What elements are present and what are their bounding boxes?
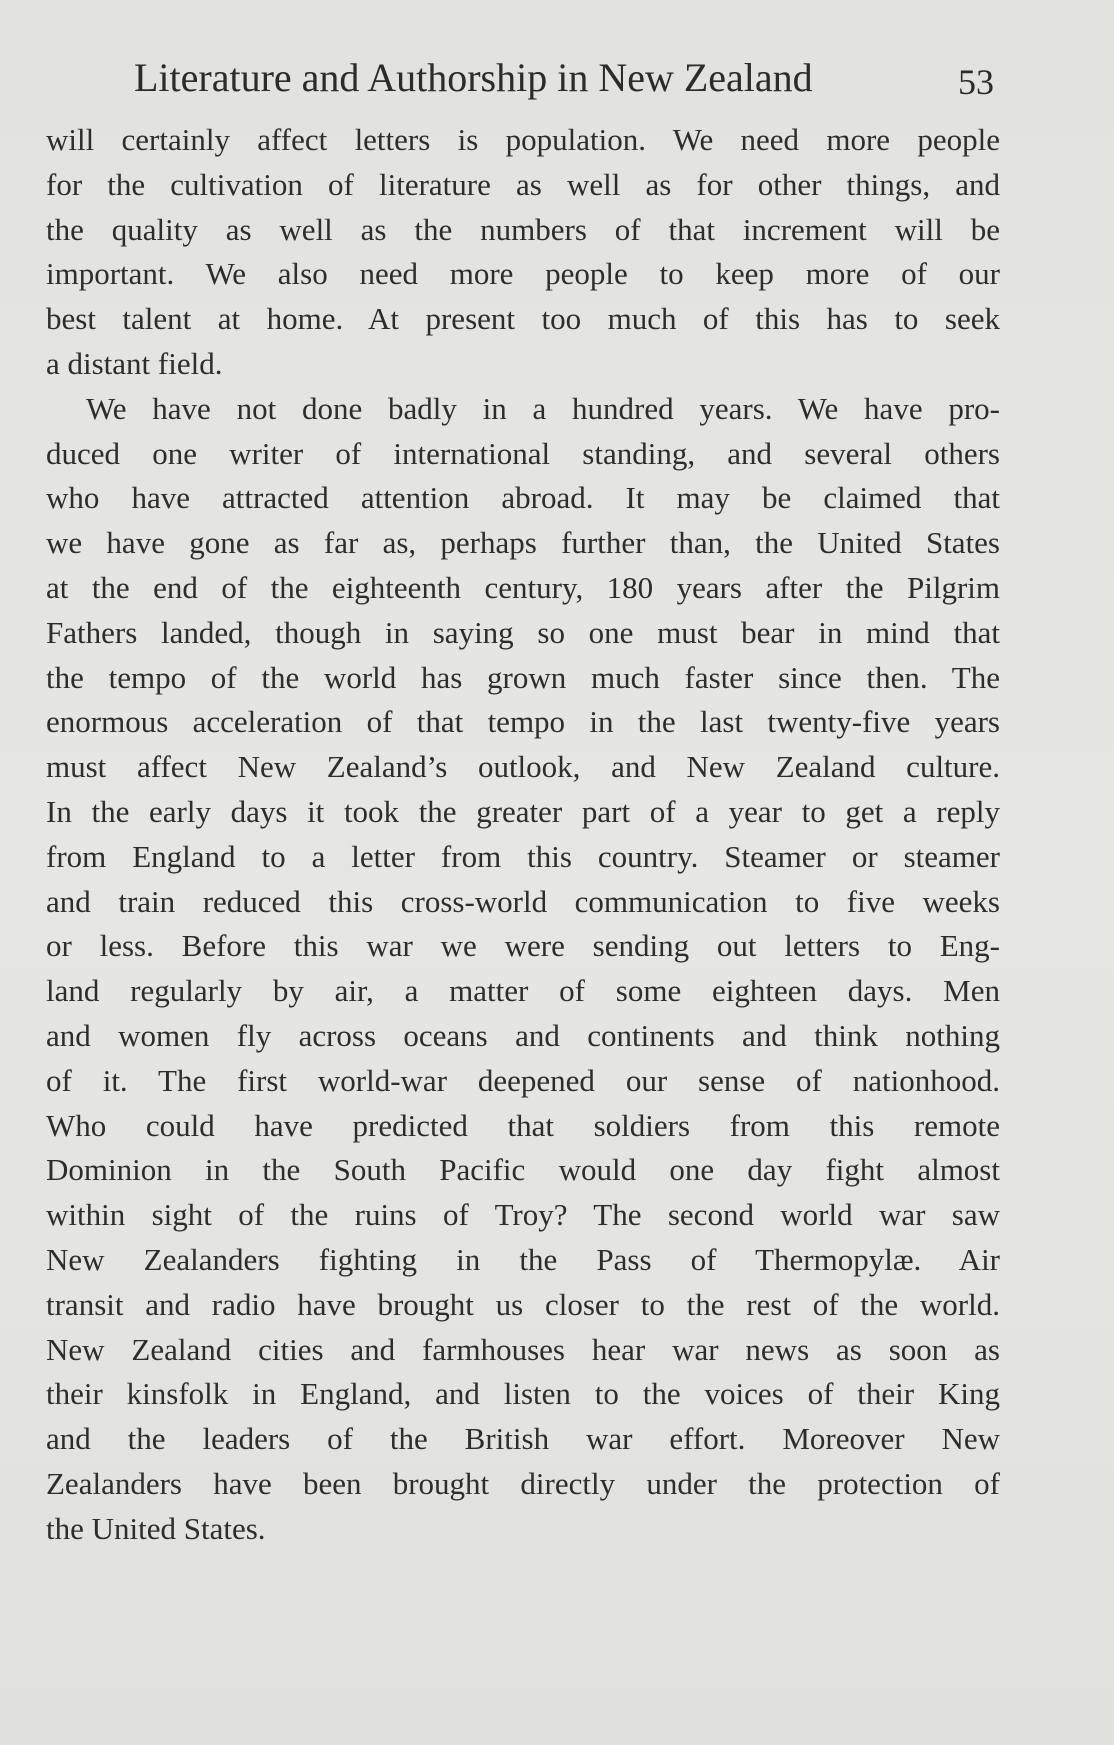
text-line: must affect New Zealand’s outlook, and New Zealand culture. [46, 749, 1000, 785]
page-number: 53 [958, 62, 994, 102]
text-line: New Zealand cities and farmhouses hear war news as soon as [46, 1331, 1000, 1367]
text-line: transit and radio have brought us closer to the rest of the world. [46, 1286, 1000, 1322]
text-line: their kinsfolk in England, and listen to the voices of their King [46, 1376, 1000, 1412]
text-line: land regularly by air, a matter of some eighteen days. Men [46, 973, 1000, 1009]
text-line: duced one writer of international standing, and several others [46, 435, 1000, 471]
text-line: Fathers landed, though in saying so one must bear in mind that [46, 614, 1000, 650]
text-line: Zealanders have been brought directly under the protection of [46, 1465, 1000, 1501]
text-line: In the early days it took the greater part of a year to get a reply [46, 793, 1000, 829]
text-line: important. We also need more people to keep more of our [46, 256, 1000, 292]
text-line: the United States. [46, 1510, 266, 1546]
text-line: within sight of the ruins of Troy? The second world war saw [46, 1197, 1000, 1233]
text-line: and train reduced this cross-world communication to five weeks [46, 883, 1000, 919]
text-line: of it. The first world-war deepened our sense of nationhood. [46, 1062, 1000, 1098]
running-title: Literature and Authorship in New Zealand [134, 55, 813, 100]
text-line: and the leaders of the British war effort. Moreover New [46, 1421, 1000, 1457]
text-line: at the end of the eighteenth century, 180 years after the Pilgrim [46, 569, 1000, 605]
text-line: the quality as well as the numbers of that increment will be [46, 211, 1000, 247]
text-line: for the cultivation of literature as well as for other things, and [46, 166, 1000, 202]
text-line: New Zealanders fighting in the Pass of Thermopylæ. Air [46, 1241, 1000, 1277]
text-line: or less. Before this war we were sending out letters to Eng- [46, 928, 1000, 964]
text-line: Dominion in the South Pacific would one day fight almost [46, 1152, 1000, 1188]
text-line: the tempo of the world has grown much faster since then. The [46, 659, 1000, 695]
text-line: who have attracted attention abroad. It may be claimed that [46, 480, 1000, 516]
text-line: Who could have predicted that soldiers from this remote [46, 1107, 1000, 1143]
text-line: a distant field. [46, 345, 223, 381]
body-text [46, 118, 1000, 1552]
text-line: will certainly affect letters is population. We need more people [46, 122, 1000, 157]
text-line: and women fly across oceans and continents and think nothing [46, 1017, 1000, 1053]
paragraph-progress [46, 387, 1000, 1552]
text-line: best talent at home. At present too much of this has to seek [46, 301, 1000, 337]
paragraph-continued [46, 118, 1000, 387]
text-line: enormous acceleration of that tempo in the last twenty-five years [46, 704, 1000, 740]
text-line: we have gone as far as, perhaps further than, the United States [46, 525, 1000, 561]
text-line: from England to a letter from this country. Steamer or steamer [46, 838, 1000, 874]
running-head [0, 50, 1114, 110]
text-line: We have not done badly in a hundred years. We have pro- [86, 390, 1000, 426]
